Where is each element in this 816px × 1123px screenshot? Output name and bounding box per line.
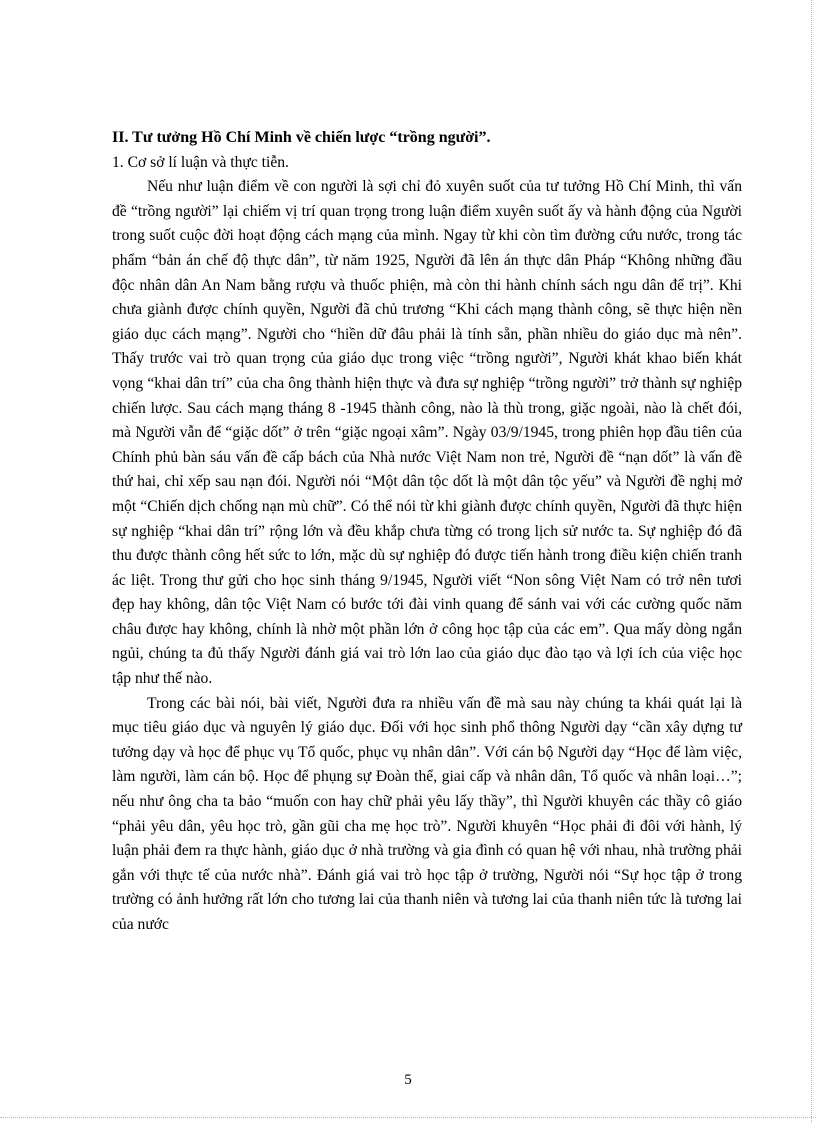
subsection-heading: 1. Cơ sở lí luận và thực tiễn.	[112, 153, 289, 171]
page-number: 5	[404, 1072, 412, 1088]
body-paragraph: Nếu như luận điểm về con người là sợi chỉ đỏ xuyên suốt của tư tưởng Hồ Chí Minh, thì vấn đề “trồng người” lại chiếm vị trí quan trọng trong luận điểm xuyên suốt ấy và hành động của Người trong suốt cuộc đời hoạt động cách mạng của mình. Ngay từ khi còn tìm đường cứu nước, trong tác phẩm “bản án chế độ thực dân”, từ năm 1925, Người đã lên án thực dân Pháp “Không những đầu độc nhân dân An Nam bằng rượu và thuốc phiện, mà còn thi hành chính sách ngu dân để trị”. Khi chưa giành được chính quyền, Người đã chủ trương “Khi cách mạng thành công, sẽ thực hiện nền giáo dục cách mạng”. Người cho “hiền dữ đâu phải là tính sẵn, phần nhiều do giáo dục mà nên”. Thấy trước vai trò quan trọng của giáo dục trong việc “trồng người”, Người khát khao biến khát vọng “khai dân trí” của cha ông thành hiện thực và đưa sự nghiệp “trồng người” trở thành sự nghiệp chiến lược. Sau cách mạng tháng 8 -1945 thành công, nào là thù trong, giặc ngoài, nào là chết đói, mà Người vẫn để “giặc dốt” ở trên “giặc ngoại xâm”. Ngày 03/9/1945, trong phiên họp đầu tiên của Chính phủ bàn sáu vấn đề cấp bách của Nhà nước Việt Nam non trẻ, Người đề “nạn dốt” là vấn đề thứ hai, chỉ xếp sau nạn đói. Người nói “Một dân tộc dốt là một dân tộc yếu” và Người đề nghị mở một “Chiến dịch chống nạn mù chữ”. Có thể nói từ khi giành được chính quyền, Người đã thực hiện sự nghiệp “khai dân trí” rộng lớn và đều khắp chưa từng có trong lịch sử nước ta. Sự nghiệp đó đã thu được thành công hết sức to lớn, mặc dù sự nghiệp đó được tiến hành trong điều kiện chiến tranh ác liệt. Trong thư gửi cho học sinh tháng 9/1945, Người viết “Non sông Việt Nam có trở nên tươi đẹp hay không, dân tộc Việt Nam có bước tới đài vinh quang để sánh vai với các cường quốc năm châu được hay không, chính là nhờ một phần lớn ở công học tập của các em”. Qua mấy dòng ngắn ngủi, chúng ta đủ thấy Người đánh giá vai trò lớn lao của giáo dục đào tạo và lợi ích của việc học tập như thế nào.	[112, 178, 742, 688]
section-heading: II. Tư tưởng Hồ Chí Minh về chiến lược “trồng người”.	[112, 129, 491, 146]
page-edge-divider	[0, 1117, 816, 1118]
body-paragraph: Trong các bài nói, bài viết, Người đưa ra nhiều vấn đề mà sau này chúng ta khái quát lại là mục tiêu giáo dục và nguyên lý giáo dục. Đối với học sinh phổ thông Người dạy “cần xây dựng tư tưởng dạy và học để phục vụ Tổ quốc, phục vụ nhân dân”. Với cán bộ Người dạy “Học để làm việc, làm người, làm cán bộ. Học để phụng sự Đoàn thể, giai cấp và nhân dân, Tổ quốc và nhân loại…”; nếu như ông cha ta bảo “muốn con hay chữ phải yêu lấy thầy”, thì Người khuyên các thầy cô giáo “phải yêu dân, yêu học trò, gần gũi cha mẹ học trò”. Người khuyên “Học phải đi đôi với hành, lý luận phải đem ra thực hành, giáo dục ở nhà trường và gia đình có quan hệ với nhau, nhà trường phải gắn với thực tế của nước nhà”. Đánh giá vai trò học tập ở trường, Người nói “Sự học tập ở trong trường có ảnh hưởng rất lớn cho tương lai của thanh niên và tương lai của thanh niên tức là tương lai của nước	[112, 694, 742, 933]
document-body	[112, 126, 742, 938]
page-edge-divider-vertical	[811, 0, 812, 1123]
